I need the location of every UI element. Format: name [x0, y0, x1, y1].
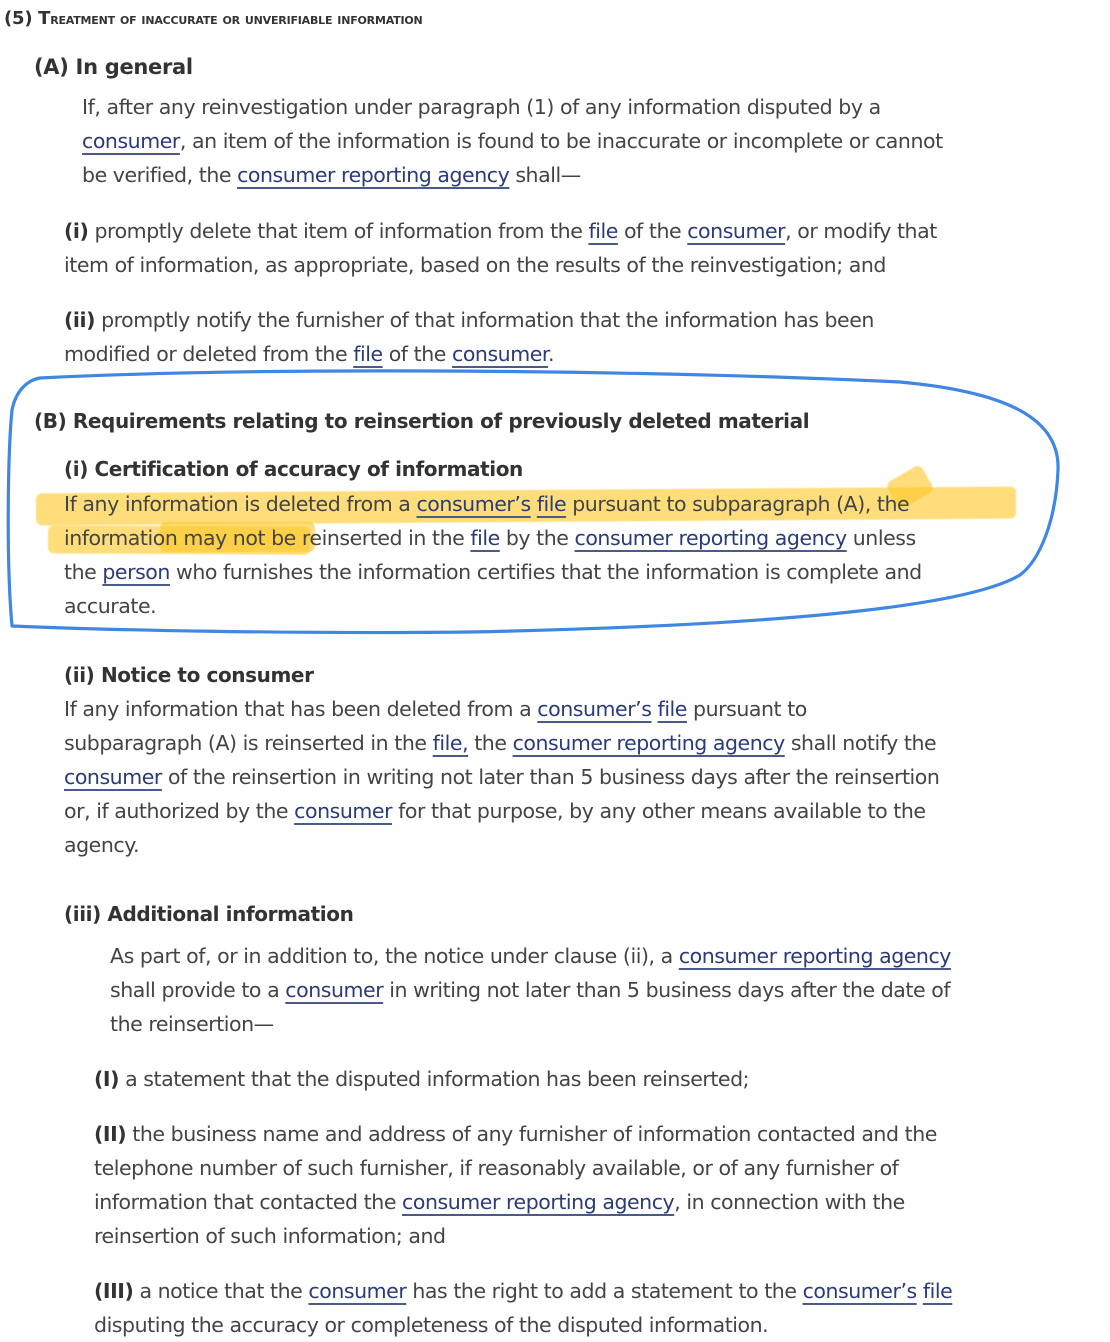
- person-link[interactable]: person: [102, 560, 170, 584]
- text: a statement that the disputed information has been reinserted;: [119, 1067, 750, 1091]
- subsection-a-heading: (A) In general: [34, 55, 193, 79]
- file-link[interactable]: file: [353, 342, 383, 366]
- text: pursuant to subparagraph (A), the: [566, 492, 910, 516]
- item-II-line4: reinsertion of such information; and: [94, 1224, 446, 1248]
- text: who furnishes the information certifies that the information is complete and: [169, 560, 922, 584]
- item-label: (III): [94, 1279, 134, 1303]
- text: in writing not later than 5 business days after the date of: [383, 978, 951, 1002]
- consumer-link[interactable]: consumer: [308, 1279, 407, 1303]
- clause-a-i-line1: [64, 214, 937, 248]
- consumers-link[interactable]: consumer’s: [416, 492, 531, 516]
- text: shall—: [509, 163, 581, 187]
- text: or, if authorized by the: [64, 799, 295, 823]
- text: the: [64, 560, 103, 584]
- consumer-link[interactable]: consumer: [64, 765, 162, 789]
- text: As part of, or in addition to, the notice under clause (ii), a: [110, 944, 679, 968]
- consumers-link[interactable]: consumer’s: [537, 697, 652, 721]
- text: information that contacted the: [94, 1190, 403, 1214]
- section-number: (5): [4, 8, 33, 29]
- file-link[interactable]: file: [470, 526, 500, 550]
- text: , an item of the information is found to be inaccurate or incomplete or cannot: [179, 129, 943, 153]
- consumers-link[interactable]: consumer’s: [802, 1279, 917, 1303]
- text: .: [548, 342, 555, 366]
- text: information may not be reinserted in the: [64, 526, 471, 550]
- consumer-link[interactable]: consumer: [82, 129, 180, 153]
- subsection-b-heading: (B) Requirements relating to reinsertion of previously deleted material: [34, 409, 810, 433]
- file-link[interactable]: file: [588, 219, 618, 243]
- text: shall provide to a: [110, 978, 286, 1002]
- clause-b-ii-line4: [64, 794, 926, 828]
- clause-label: (ii): [64, 308, 95, 332]
- clause-b-iii-line2: [110, 973, 950, 1007]
- consumer-link[interactable]: consumer: [452, 342, 549, 366]
- text: If any information is deleted from a: [64, 492, 417, 516]
- text: promptly notify the furnisher of that information that the information has been: [95, 308, 874, 332]
- item-III-line1: [94, 1274, 952, 1308]
- consumer-reporting-agency-link[interactable]: consumer reporting agency: [678, 944, 951, 968]
- consumer-reporting-agency-link[interactable]: consumer reporting agency: [574, 526, 847, 550]
- consumer-link[interactable]: consumer: [294, 799, 393, 823]
- text: If any information that has been deleted from a: [64, 697, 538, 721]
- text: unless: [846, 526, 916, 550]
- clause-b-iii-heading: (iii) Additional information: [64, 902, 354, 926]
- text: , or modify that: [785, 219, 937, 243]
- consumer-link[interactable]: consumer: [285, 978, 384, 1002]
- text: modified or deleted from the: [64, 342, 354, 366]
- clause-a-ii-line1: [64, 303, 874, 337]
- text: the business name and address of any furnisher of information contacted and the: [126, 1122, 937, 1146]
- consumer-reporting-agency-link[interactable]: consumer reporting agency: [402, 1190, 675, 1214]
- text: shall notify the: [784, 731, 937, 755]
- consumer-reporting-agency-link[interactable]: consumer reporting agency: [237, 163, 510, 187]
- text: of the reinsertion in writing not later than 5 business days after the reinsertion: [161, 765, 940, 789]
- item-label: (II): [94, 1122, 127, 1146]
- file-link[interactable]: file: [657, 697, 687, 721]
- item-I: [94, 1062, 749, 1096]
- text: subparagraph (A) is reinserted in the: [64, 731, 433, 755]
- clause-b-ii-heading: (ii) Notice to consumer: [64, 663, 314, 687]
- file-link[interactable]: file,: [432, 731, 469, 755]
- text: a notice that the: [133, 1279, 309, 1303]
- consumer-link[interactable]: consumer: [687, 219, 786, 243]
- clause-b-i-heading: (i) Certification of accuracy of information: [64, 457, 523, 481]
- consumer-reporting-agency-link[interactable]: consumer reporting agency: [512, 731, 785, 755]
- item-label: (I): [94, 1067, 120, 1091]
- text: by the: [499, 526, 575, 550]
- clause-b-i-line2: [64, 521, 916, 555]
- text: be verified, the: [82, 163, 238, 187]
- clause-b-ii-line5: agency.: [64, 833, 140, 857]
- text: of the: [382, 342, 452, 366]
- text: of the: [617, 219, 688, 243]
- text: , in connection with the: [674, 1190, 905, 1214]
- clause-label: (i): [64, 219, 89, 243]
- clause-b-ii-line2: [64, 726, 936, 760]
- subsection-a-intro-line1: If, after any reinvestigation under paragraph (1) of any information disputed by a: [82, 95, 881, 119]
- subsection-a-intro-line3: [82, 158, 581, 192]
- section-heading-5: [4, 4, 423, 34]
- text: promptly delete that item of information from the: [88, 219, 589, 243]
- section-title-initial: T: [38, 8, 51, 29]
- item-II-line3: [94, 1185, 905, 1219]
- text: for that purpose, by any other means available to the: [392, 799, 926, 823]
- text: pursuant to: [686, 697, 807, 721]
- clause-a-i-line2: item of information, as appropriate, based on the results of the reinvestigation; and: [64, 253, 886, 277]
- clause-b-ii-line3: [64, 760, 939, 794]
- item-II-line1: [94, 1117, 937, 1151]
- clause-b-iii-line3: the reinsertion—: [110, 1012, 274, 1036]
- file-link[interactable]: file: [922, 1279, 953, 1303]
- text: has the right to add a statement to the: [406, 1279, 803, 1303]
- clause-b-i-line4: accurate.: [64, 594, 157, 618]
- clause-b-ii-line1: [64, 692, 807, 726]
- clause-b-iii-line1: [110, 939, 951, 973]
- subsection-a-intro-line2: [82, 124, 943, 158]
- file-link[interactable]: file: [536, 492, 567, 516]
- text: the: [468, 731, 513, 755]
- item-III-line2: disputing the accuracy or completeness of the disputed information.: [94, 1313, 769, 1337]
- clause-b-i-line1: [64, 487, 909, 521]
- section-title: reatment of inaccurate or unverifiable information: [50, 10, 423, 28]
- item-II-line2: telephone number of such furnisher, if reasonably available, or of any furnisher of: [94, 1156, 899, 1180]
- clause-b-i-line3: [64, 555, 922, 589]
- clause-a-ii-line2: [64, 337, 554, 371]
